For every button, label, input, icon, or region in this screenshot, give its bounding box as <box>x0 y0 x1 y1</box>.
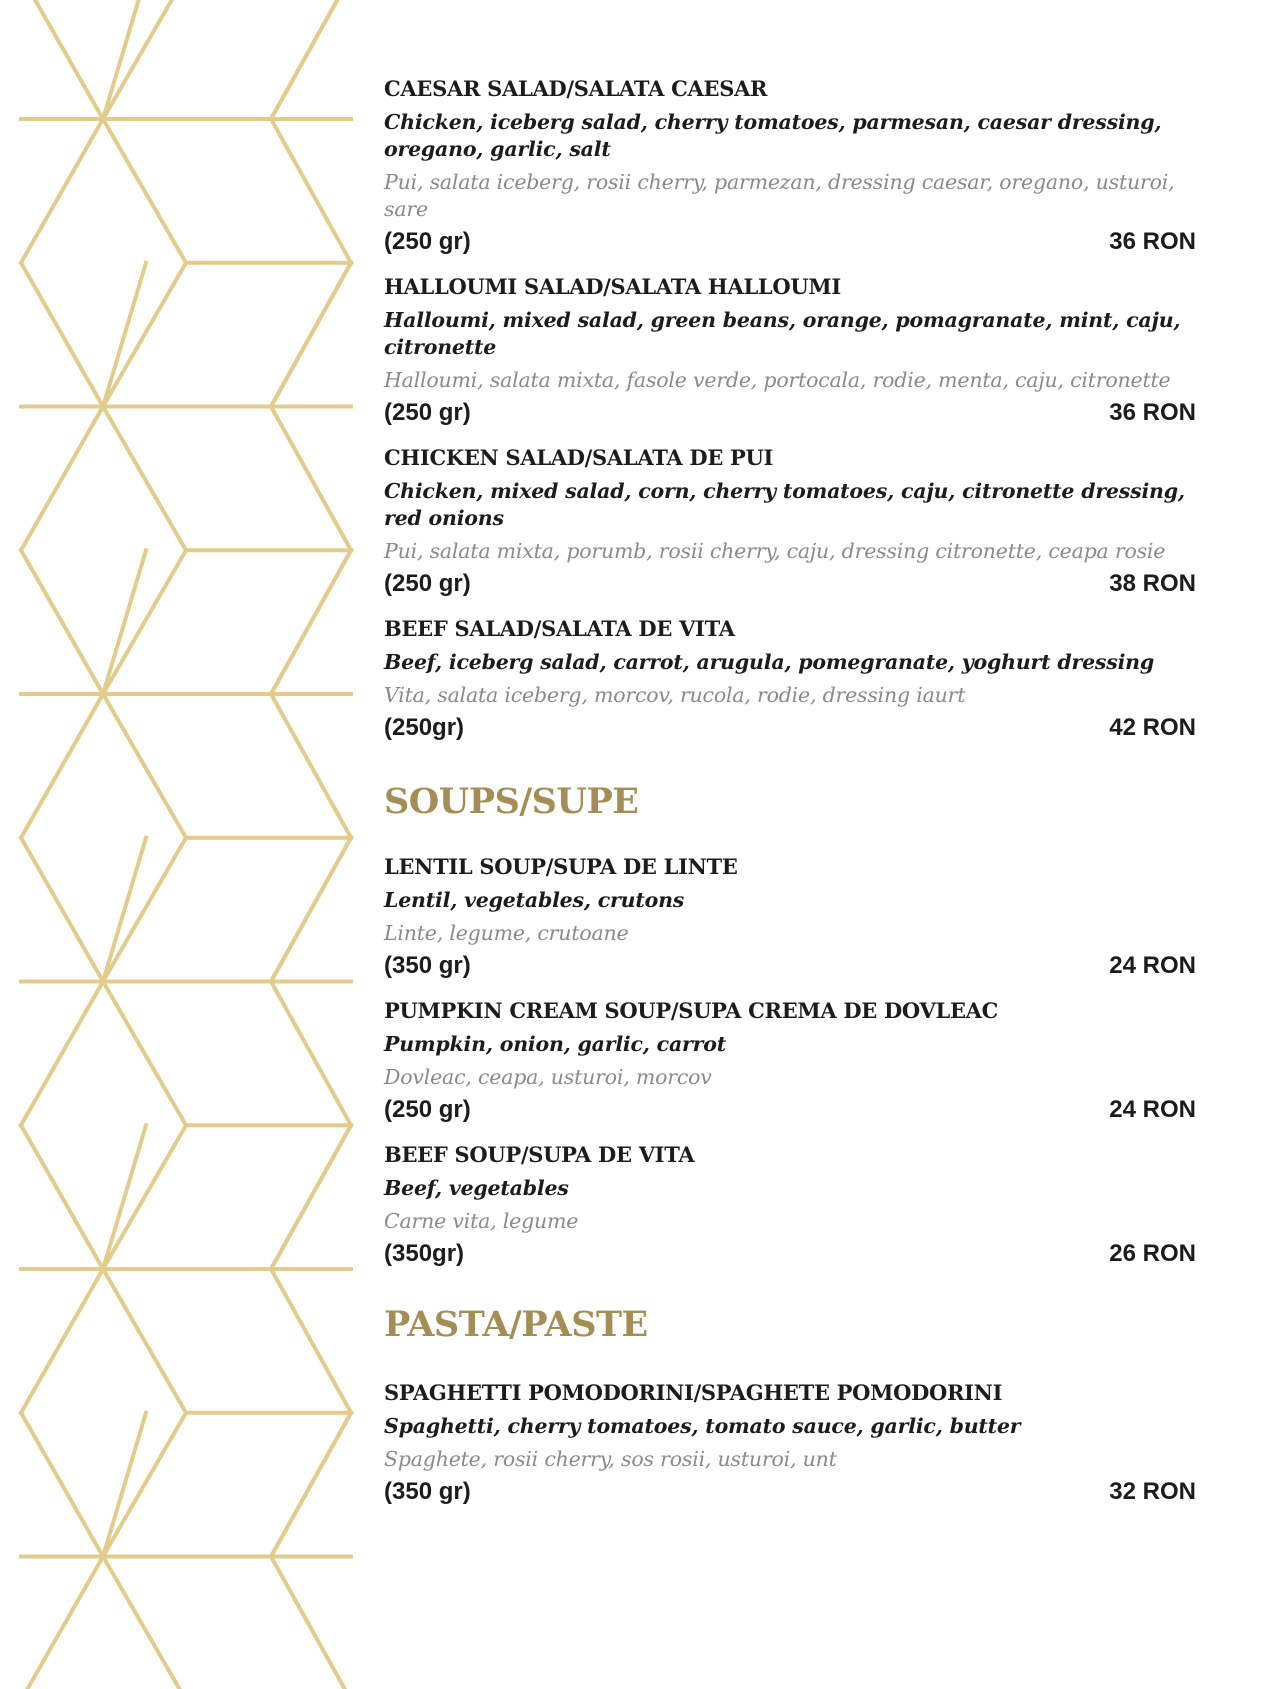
menu-item <box>384 614 1196 744</box>
item-description-en: Pumpkin, onion, garlic, carrot <box>384 1032 726 1056</box>
item-footer <box>384 712 1196 744</box>
item-weight: (350gr) <box>384 1240 465 1267</box>
item-footer <box>384 226 1196 258</box>
geometric-line-pattern <box>0 0 360 1689</box>
item-name: CHICKEN SALAD/SALATA DE PUI <box>384 445 774 470</box>
menu-item <box>384 1378 1196 1508</box>
item-footer <box>384 397 1196 429</box>
section-title-pasta: PASTA/PASTE <box>384 1304 648 1345</box>
item-price: 36 RON <box>1109 399 1196 426</box>
item-name: BEEF SALAD/SALATA DE VITA <box>384 616 735 641</box>
menu-item <box>384 1140 1196 1270</box>
item-description-ro: Pui, salata mixta, porumb, rosii cherry, caju, dressing citronette, ceapa rosie <box>384 539 1166 563</box>
menu-item <box>384 852 1196 982</box>
item-footer <box>384 568 1196 600</box>
item-footer <box>384 1094 1196 1126</box>
item-price: 32 RON <box>1109 1478 1196 1505</box>
item-name: SPAGHETTI POMODORINI/SPAGHETE POMODORINI <box>384 1380 1003 1405</box>
item-footer <box>384 1238 1196 1270</box>
item-description-en: Beef, vegetables <box>384 1176 569 1200</box>
item-name: PUMPKIN CREAM SOUP/SUPA CREMA DE DOVLEAC <box>384 998 999 1023</box>
item-weight: (250gr) <box>384 714 465 741</box>
item-price: 42 RON <box>1109 714 1196 741</box>
item-description-ro: Dovleac, ceapa, usturoi, morcov <box>384 1065 712 1089</box>
item-description-en: Chicken, iceberg salad, cherry tomatoes, parmesan, caesar dressing, oregano, garlic, salt <box>384 110 1162 161</box>
item-description-en: Chicken, mixed salad, corn, cherry tomatoes, caju, citronette dressing, red onions <box>384 479 1185 530</box>
item-weight: (250 gr) <box>384 399 471 426</box>
item-weight: (250 gr) <box>384 1096 471 1123</box>
item-weight: (350 gr) <box>384 952 471 979</box>
item-name: HALLOUMI SALAD/SALATA HALLOUMI <box>384 274 841 299</box>
item-name: LENTIL SOUP/SUPA DE LINTE <box>384 854 738 879</box>
item-description-ro: Spaghete, rosii cherry, sos rosii, usturoi, unt <box>384 1447 837 1471</box>
item-name: CAESAR SALAD/SALATA CAESAR <box>384 76 768 101</box>
item-price: 38 RON <box>1109 570 1196 597</box>
item-description-ro: Pui, salata iceberg, rosii cherry, parmezan, dressing caesar, oregano, usturoi, sare <box>384 170 1175 221</box>
item-description-ro: Halloumi, salata mixta, fasole verde, portocala, rodie, menta, caju, citronette <box>384 368 1171 392</box>
item-description-en: Beef, iceberg salad, carrot, arugula, pomegranate, yoghurt dressing <box>384 650 1155 674</box>
item-description-ro: Linte, legume, crutoane <box>384 921 629 945</box>
item-description-en: Halloumi, mixed salad, green beans, orange, pomagranate, mint, caju, citronette <box>384 308 1181 359</box>
item-description-en: Lentil, vegetables, crutons <box>384 888 685 912</box>
menu-item <box>384 272 1196 429</box>
item-weight: (250 gr) <box>384 570 471 597</box>
item-description-ro: Vita, salata iceberg, morcov, rucola, rodie, dressing iaurt <box>384 683 966 707</box>
item-price: 26 RON <box>1109 1240 1196 1267</box>
item-weight: (350 gr) <box>384 1478 471 1505</box>
item-description-ro: Carne vita, legume <box>384 1209 579 1233</box>
menu-item <box>384 443 1196 600</box>
item-footer <box>384 950 1196 982</box>
item-name: BEEF SOUP/SUPA DE VITA <box>384 1142 695 1167</box>
section-title-soups: SOUPS/SUPE <box>384 781 639 822</box>
item-description-en: Spaghetti, cherry tomatoes, tomato sauce, garlic, butter <box>384 1414 1021 1438</box>
menu-item <box>384 74 1196 258</box>
item-price: 24 RON <box>1109 952 1196 979</box>
menu-page <box>384 0 1196 1689</box>
item-price: 24 RON <box>1109 1096 1196 1123</box>
item-price: 36 RON <box>1109 228 1196 255</box>
menu-item <box>384 996 1196 1126</box>
item-weight: (250 gr) <box>384 228 471 255</box>
item-footer <box>384 1476 1196 1508</box>
